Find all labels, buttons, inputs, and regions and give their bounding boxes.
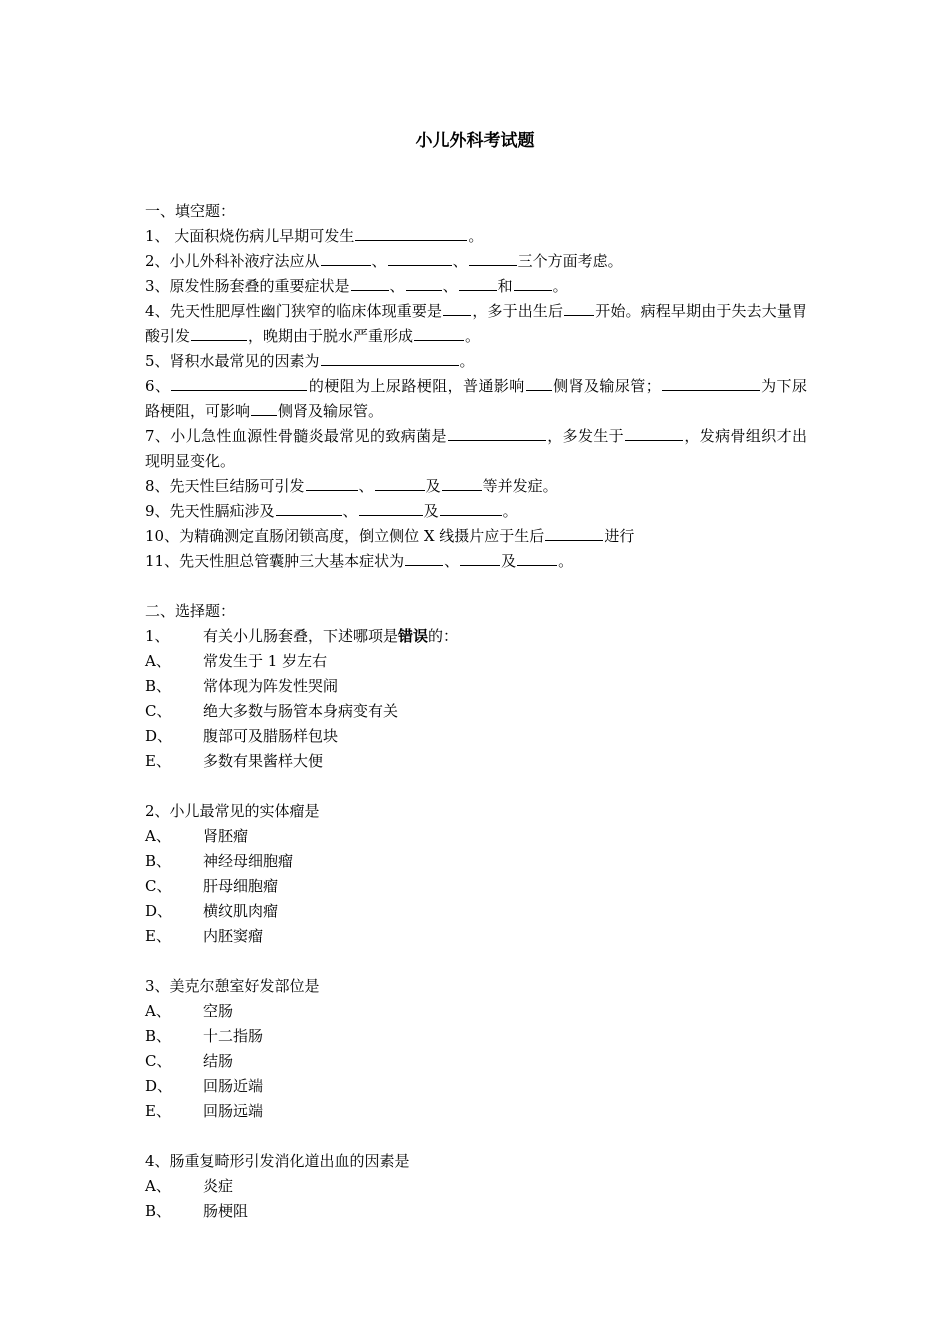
option-e[interactable]: E、 多数有果酱样大便 <box>145 752 324 770</box>
answer-blank[interactable] <box>388 250 452 266</box>
option-e[interactable]: E、 内胚窦瘤 <box>145 927 264 945</box>
answer-blank[interactable] <box>448 425 546 441</box>
answer-blank[interactable] <box>469 250 517 266</box>
option-a[interactable]: A、 空肠 <box>145 1002 234 1020</box>
option-a[interactable]: A、 肾胚瘤 <box>145 827 249 845</box>
answer-blank[interactable] <box>442 475 482 491</box>
fill-question-9: 9、先天性膈疝涉及 、 及 。 <box>145 502 518 520</box>
fill-question-11: 11、先天性胆总管囊肿三大基本症状为 、 及 。 <box>145 552 574 570</box>
fill-question-4: 4、先天性肥厚性幽门狭窄的临床体现重要是 ，多于出生后 开始。病程早期由于失去大量胃酸引发 ，晚期由于脱水严重形成 。 <box>145 302 807 345</box>
fill-question-6: 6、 的梗阻为上尿路梗阻，普通影响 侧肾及输尿管； 为下尿路梗阻，可影响 侧肾及输尿管。 <box>145 377 807 420</box>
answer-blank[interactable] <box>321 350 459 366</box>
answer-blank[interactable] <box>375 475 425 491</box>
answer-blank[interactable] <box>359 500 423 516</box>
answer-blank[interactable] <box>440 500 502 516</box>
page-title: 小儿外科考试题 <box>415 131 535 151</box>
fill-question-3: 3、原发性肠套叠的重要症状是 、 、 和 。 <box>145 277 568 295</box>
spacer <box>145 574 807 599</box>
answer-blank[interactable] <box>545 525 603 541</box>
fill-question-7: 7、小儿急性血源性骨髓炎最常见的致病菌是 ，多发生于 ，发病骨组织才出现明显变化。 <box>145 427 807 470</box>
option-b[interactable]: B、 神经母细胞瘤 <box>145 852 294 870</box>
answer-blank[interactable] <box>276 500 342 516</box>
option-a[interactable]: A、 炎症 <box>145 1177 234 1195</box>
answer-blank[interactable] <box>564 300 594 316</box>
answer-blank[interactable] <box>517 550 557 566</box>
spacer <box>145 949 807 974</box>
answer-blank[interactable] <box>355 225 467 241</box>
option-d[interactable]: D、 横纹肌肉瘤 <box>145 902 279 920</box>
option-a[interactable]: A、 常发生于 1 岁左右 <box>145 652 328 670</box>
option-c[interactable]: C、 肝母细胞瘤 <box>145 877 279 895</box>
option-d[interactable]: D、 腹部可及腊肠样包块 <box>145 727 339 745</box>
fill-question-1: 1、 大面积烧伤病儿早期可发生 。 <box>145 227 484 245</box>
answer-blank[interactable] <box>191 325 247 341</box>
answer-blank[interactable] <box>443 300 471 316</box>
choice-question-3: 3、美克尔憩室好发部位是 <box>145 977 320 995</box>
spacer <box>145 1124 807 1149</box>
answer-blank[interactable] <box>414 325 464 341</box>
option-c[interactable]: C、 结肠 <box>145 1052 234 1070</box>
choice-question-1: 1、 有关小儿肠套叠，下述哪项是错误的： <box>145 627 459 645</box>
section1-heading: 一、填空题： <box>145 202 236 220</box>
answer-blank[interactable] <box>251 400 277 416</box>
answer-blank[interactable] <box>351 275 389 291</box>
answer-blank[interactable] <box>171 375 307 391</box>
option-e[interactable]: E、 回肠远端 <box>145 1102 264 1120</box>
answer-blank[interactable] <box>405 550 443 566</box>
document-body <box>145 199 807 1224</box>
section2-heading: 二、选择题： <box>145 602 236 620</box>
fill-question-8: 8、先天性巨结肠可引发 、 及 等并发症。 <box>145 477 558 495</box>
fill-question-5: 5、肾积水最常见的因素为 。 <box>145 352 475 370</box>
answer-blank[interactable] <box>459 275 497 291</box>
fill-question-10: 10、为精确测定直肠闭锁高度，倒立侧位 X 线摄片应于生后 进行 <box>145 527 635 545</box>
option-b[interactable]: B、 肠梗阻 <box>145 1202 249 1220</box>
answer-blank[interactable] <box>460 550 500 566</box>
choice-question-2: 2、小儿最常见的实体瘤是 <box>145 802 320 820</box>
answer-blank[interactable] <box>321 250 371 266</box>
answer-blank[interactable] <box>662 375 760 391</box>
option-d[interactable]: D、 回肠近端 <box>145 1077 264 1095</box>
answer-blank[interactable] <box>514 275 552 291</box>
fill-question-2: 2、小儿外科补液疗法应从 、 、 三个方面考虑。 <box>145 252 623 270</box>
answer-blank[interactable] <box>526 375 552 391</box>
option-b[interactable]: B、 常体现为阵发性哭闹 <box>145 677 339 695</box>
spacer <box>145 774 807 799</box>
answer-blank[interactable] <box>306 475 358 491</box>
option-c[interactable]: C、 绝大多数与肠管本身病变有关 <box>145 702 399 720</box>
choice-question-4: 4、肠重复畸形引发消化道出血的因素是 <box>145 1152 410 1170</box>
answer-blank[interactable] <box>406 275 442 291</box>
option-b[interactable]: B、 十二指肠 <box>145 1027 264 1045</box>
answer-blank[interactable] <box>625 425 683 441</box>
